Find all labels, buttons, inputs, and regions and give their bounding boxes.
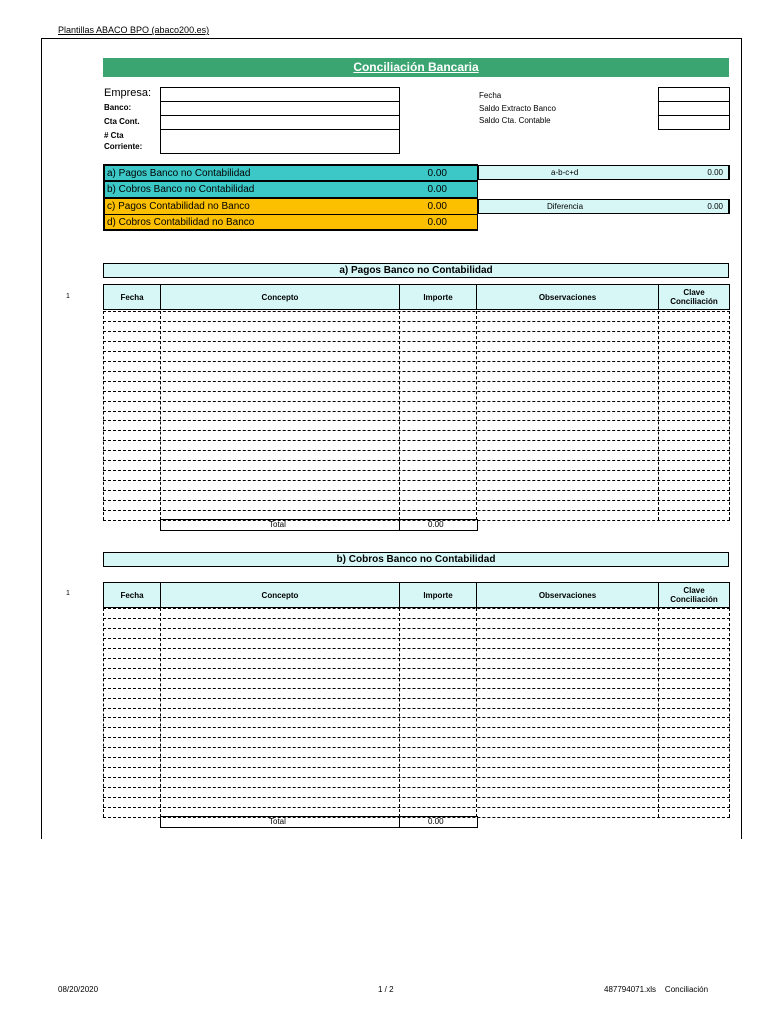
cta-cont-label: Cta Cont. — [104, 117, 140, 126]
grid-row-line — [103, 727, 730, 728]
summary-d-label: d) Cobros Contabilidad no Banco — [107, 217, 255, 228]
grid-row-line — [103, 311, 730, 312]
summary-c-value: 0.00 — [427, 201, 447, 212]
cta-corriente-label-1: # Cta — [104, 131, 124, 140]
saldo-contable-label: Saldo Cta. Contable — [479, 116, 551, 125]
col-clave — [658, 284, 730, 310]
section-b-grid[interactable] — [103, 608, 730, 817]
section-a-index: 1 — [66, 293, 70, 300]
section-a-total-value-cell — [399, 519, 478, 531]
grid-row-line — [103, 698, 730, 699]
saldo-extracto-field[interactable] — [658, 101, 730, 116]
grid-row-line — [103, 331, 730, 332]
grid-row-line — [103, 688, 730, 689]
grid-col-line — [476, 311, 477, 520]
fecha-field[interactable] — [658, 87, 730, 102]
summary-c-label: c) Pagos Contabilidad no Banco — [107, 201, 250, 212]
section-b-total-value-cell — [399, 816, 478, 828]
grid-row-line — [103, 618, 730, 619]
grid-row-line — [103, 747, 730, 748]
section-a-total-label: Total — [269, 520, 286, 529]
header-link[interactable]: Plantillas ABACO BPO (abaco200.es) — [58, 25, 210, 35]
saldo-extracto-label: Saldo Extracto Banco — [479, 104, 556, 113]
section-b-title: b) Cobros Banco no Contabilidad — [103, 552, 729, 567]
col-concepto: Concepto — [160, 284, 400, 310]
grid-row-line — [103, 638, 730, 639]
grid-row-line — [103, 757, 730, 758]
banco-label: Banco: — [104, 103, 132, 112]
grid-row-line — [103, 500, 730, 501]
diferencia-value: 0.00 — [707, 202, 723, 211]
cta-corriente-field[interactable] — [160, 129, 400, 154]
formula-label: a-b-c+d — [551, 168, 579, 177]
empresa-field[interactable] — [160, 87, 400, 102]
grid-row-line — [103, 608, 730, 609]
diferencia-label: Diferencia — [547, 202, 584, 211]
grid-row-line — [103, 767, 730, 768]
grid-col-line — [399, 608, 400, 817]
grid-col-line — [729, 311, 730, 520]
grid-col-line — [160, 311, 161, 520]
col-fecha: Fecha — [103, 284, 161, 310]
summary-row-b — [103, 181, 478, 198]
section-b-total-value: 0.00 — [428, 817, 444, 826]
col-clave-line-1: Clave — [683, 288, 705, 297]
cta-cont-field[interactable] — [160, 115, 400, 130]
summary-row-a — [103, 164, 478, 181]
section-a-total-label-cell — [160, 519, 400, 531]
section-a-grid[interactable] — [103, 311, 730, 520]
grid-row-line — [103, 420, 730, 421]
grid-col-line — [658, 608, 659, 817]
empresa-label: Empresa: — [104, 87, 152, 99]
section-a-title: a) Pagos Banco no Contabilidad — [103, 263, 729, 278]
grid-row-line — [103, 658, 730, 659]
grid-row-line — [103, 787, 730, 788]
summary-a-value: 0.00 — [427, 168, 447, 179]
grid-row-line — [103, 430, 730, 431]
grid-row-line — [103, 411, 730, 412]
grid-row-line — [103, 401, 730, 402]
grid-col-line — [729, 608, 730, 817]
col-observaciones: Observaciones — [476, 582, 659, 608]
grid-row-line — [103, 470, 730, 471]
grid-row-line — [103, 628, 730, 629]
grid-row-line — [103, 678, 730, 679]
diferencia-row — [478, 199, 730, 214]
grid-col-line — [658, 311, 659, 520]
footer-page: 1 / 2 — [378, 985, 394, 994]
col-importe: Importe — [399, 284, 477, 310]
section-a-total-value: 0.00 — [428, 520, 444, 529]
page-title — [103, 58, 729, 77]
grid-row-line — [103, 648, 730, 649]
footer-file: 487794071.xls Conciliación — [604, 985, 709, 994]
section-b-header — [103, 582, 730, 608]
grid-col-line — [160, 608, 161, 817]
grid-col-line — [476, 608, 477, 817]
col-clave-line-1: Clave — [683, 586, 705, 595]
col-importe: Importe — [399, 582, 477, 608]
col-clave-line-2: Conciliación — [670, 595, 718, 604]
grid-row-line — [103, 717, 730, 718]
grid-col-line — [103, 608, 104, 817]
col-observaciones: Observaciones — [476, 284, 659, 310]
footer-date: 08/20/2020 — [58, 985, 99, 994]
summary-b-label: b) Cobros Banco no Contabilidad — [107, 184, 255, 195]
grid-row-line — [103, 341, 730, 342]
grid-row-line — [103, 797, 730, 798]
grid-row-line — [103, 480, 730, 481]
grid-col-line — [103, 311, 104, 520]
grid-row-line — [103, 737, 730, 738]
summary-d-value: 0.00 — [427, 217, 447, 228]
grid-row-line — [103, 777, 730, 778]
formula-value: 0.00 — [707, 168, 723, 177]
grid-row-line — [103, 708, 730, 709]
grid-row-line — [103, 391, 730, 392]
col-fecha: Fecha — [103, 582, 161, 608]
fecha-label: Fecha — [479, 91, 502, 100]
col-clave — [658, 582, 730, 608]
summary-row-c — [103, 198, 478, 215]
section-a-header — [103, 284, 730, 310]
section-b-index: 1 — [66, 590, 70, 597]
grid-row-line — [103, 460, 730, 461]
section-b-total-label: Total — [269, 817, 286, 826]
grid-row-line — [103, 450, 730, 451]
grid-row-line — [103, 490, 730, 491]
summary-row-d — [103, 214, 478, 231]
grid-row-line — [103, 807, 730, 808]
col-concepto: Concepto — [160, 582, 400, 608]
grid-row-line — [103, 440, 730, 441]
grid-col-line — [399, 311, 400, 520]
grid-row-line — [103, 510, 730, 511]
col-clave-line-2: Conciliación — [670, 297, 718, 306]
grid-row-line — [103, 381, 730, 382]
summary-b-value: 0.00 — [427, 184, 447, 195]
grid-row-line — [103, 371, 730, 372]
grid-row-line — [103, 321, 730, 322]
banco-field[interactable] — [160, 101, 400, 116]
page-title-text: Conciliación Bancaria — [353, 60, 479, 74]
grid-row-line — [103, 668, 730, 669]
summary-a-label: a) Pagos Banco no Contabilidad — [107, 168, 251, 179]
formula-row — [478, 165, 730, 180]
grid-row-line — [103, 351, 730, 352]
grid-row-line — [103, 361, 730, 362]
cta-corriente-label-2: Corriente: — [104, 142, 143, 151]
saldo-contable-field[interactable] — [658, 115, 730, 130]
section-b-total-label-cell — [160, 816, 400, 828]
